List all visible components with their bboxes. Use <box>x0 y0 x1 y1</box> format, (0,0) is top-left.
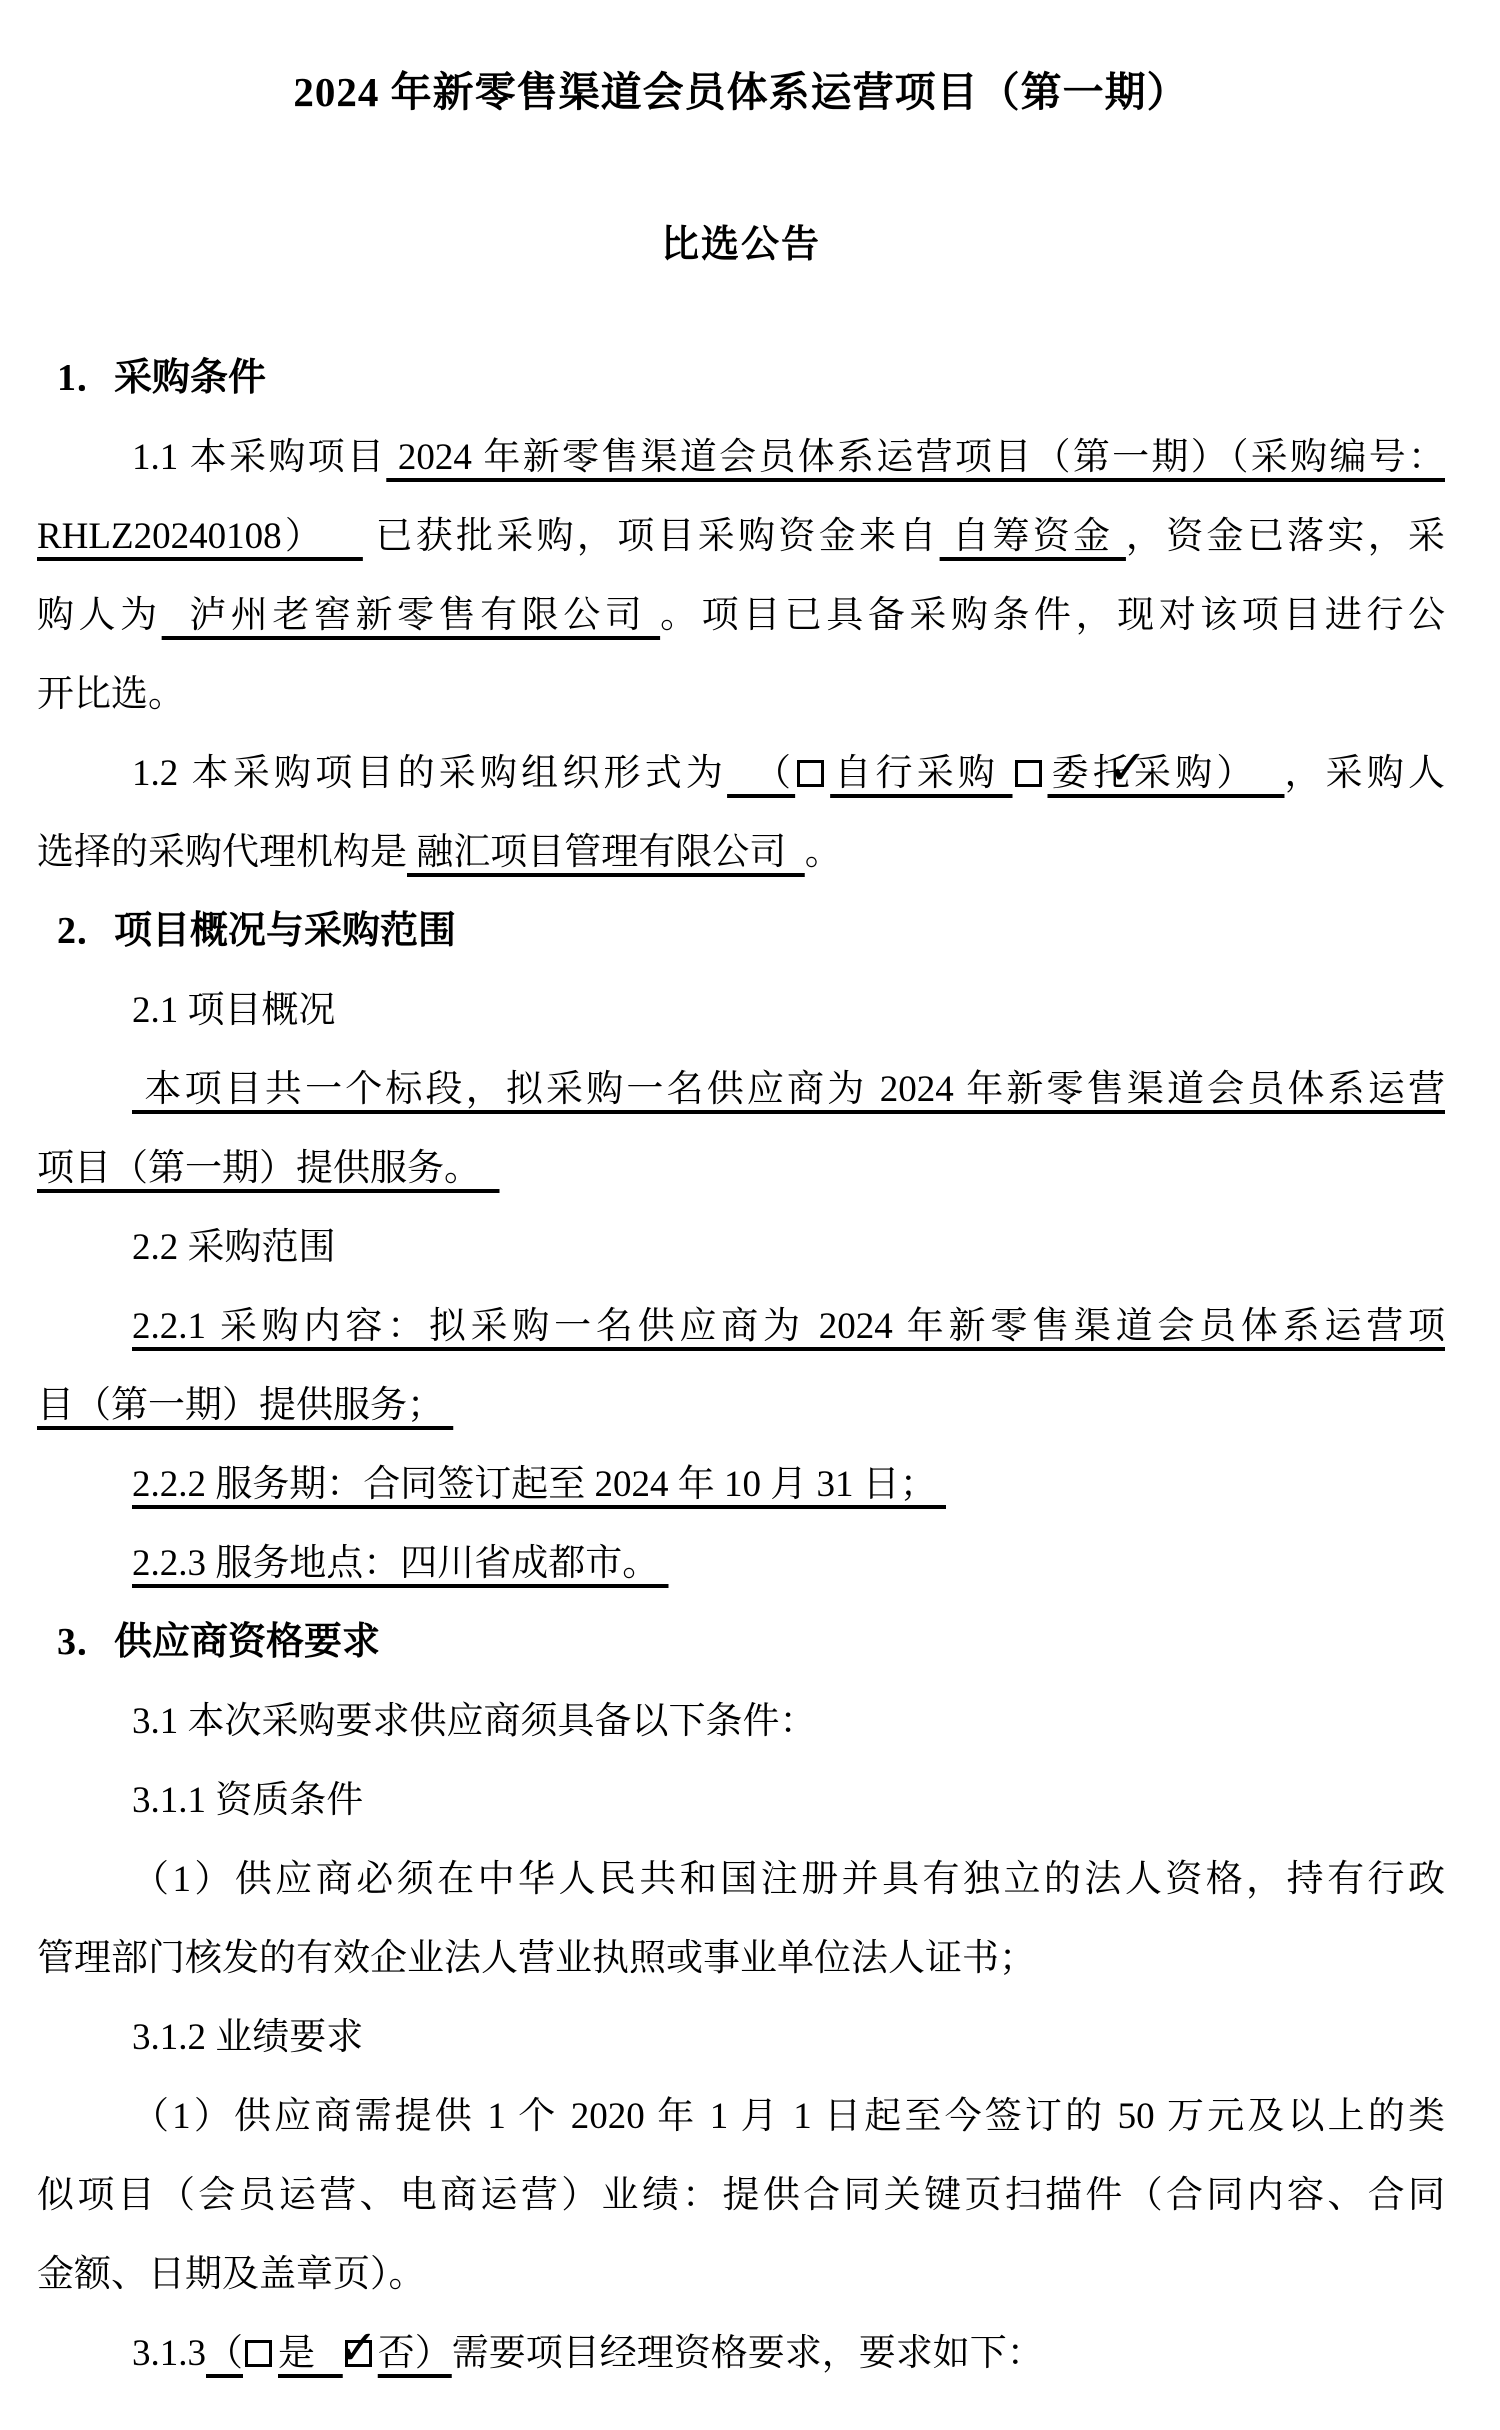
text-line <box>37 734 1445 813</box>
text-line <box>37 1761 1445 1840</box>
text: 管理部门核发的有效企业法人营业执照或事业单位法人证书； <box>37 1938 1036 1979</box>
text-line <box>37 1682 1445 1761</box>
underlined-text: 否） <box>377 2333 452 2374</box>
text: 金额、日期及盖章页）。 <box>37 2254 426 2295</box>
text-line <box>37 1287 1445 1366</box>
underlined-text: 泸州老窖新零售有限公司 <box>161 595 661 636</box>
text-line <box>37 1366 1445 1445</box>
section-heading-3 <box>57 1603 1445 1682</box>
text: 需要项目经理资格要求，要求如下： <box>451 2333 1044 2374</box>
underlined-text: 自筹资金 <box>939 516 1126 557</box>
clause-3-1-1-title <box>37 1761 1445 1840</box>
checkbox-checked-icon <box>1015 760 1042 787</box>
underlined-text: 项目（第一期）提供服务。 <box>37 1148 500 1189</box>
clause-3-1-2-item-1 <box>37 2077 1445 2314</box>
clause-3-1 <box>37 1682 1445 1761</box>
clause-1-1 <box>37 418 1445 734</box>
text: 。项目已具备采购条件，现对该项目进行公 <box>660 595 1446 636</box>
underlined-text: 本项目共一个标段，拟采购一名供应商为 2024 年新零售渠道会员体系运营 <box>132 1069 1445 1110</box>
clause-2-2-title <box>37 1208 1445 1287</box>
text-line <box>37 1998 1445 2077</box>
underlined-text: 目（第一期）提供服务； <box>37 1385 454 1426</box>
text-line <box>57 892 1445 971</box>
clause-2-1-body <box>37 1050 1445 1208</box>
underlined-text: （ <box>206 2333 243 2374</box>
clause-2-2-1 <box>37 1287 1445 1445</box>
text: 似项目（会员运营、电商运营）业绩：提供合同关键页扫描件（合同内容、合同 <box>37 2175 1445 2216</box>
text-line <box>37 418 1445 497</box>
text: 购人为 <box>37 595 162 636</box>
text-line <box>37 1129 1445 1208</box>
text: （1）供应商必须在中华人民共和国注册并具有独立的法人资格，持有行政 <box>132 1859 1445 1900</box>
text: 2.1 项目概况 <box>132 990 336 1031</box>
text-line <box>37 1524 1445 1603</box>
text: 3.1.3 <box>132 2333 206 2374</box>
underlined-text: 自行采购 <box>830 753 1013 794</box>
document-subtitle: 比选公告 <box>660 224 821 266</box>
text-line <box>37 813 1445 892</box>
underlined-text: 委托采购） <box>1047 753 1285 794</box>
text: 1.2 本采购项目的采购组织形式为 <box>132 753 728 794</box>
clause-3-1-1-item-1 <box>37 1840 1445 1998</box>
text: （1）供应商需提供 1 个 2020 年 1 月 1 日起至今签订的 50 万元及以上的类 <box>132 2096 1445 2137</box>
underlined-text: 融汇项目管理有限公司 <box>407 832 805 873</box>
text: 选择的采购代理机构是 <box>37 832 407 873</box>
text: 3.1 本次采购要求供应商须具备以下条件： <box>132 1701 817 1742</box>
clause-3-1-3 <box>37 2314 1445 2393</box>
text-line <box>37 497 1445 576</box>
text-line <box>37 2077 1445 2156</box>
checkbox-empty-icon <box>797 760 824 787</box>
text-line <box>57 1603 1445 1682</box>
clause-1-2 <box>37 734 1445 892</box>
text: 开比选。 <box>37 674 185 715</box>
text: ，资金已落实，采 <box>1125 516 1446 557</box>
text-line <box>37 2235 1445 2314</box>
text-line <box>57 339 1445 418</box>
underlined-text: （ <box>727 753 796 794</box>
text-line <box>37 576 1445 655</box>
underlined-text: 2.2.1 采购内容：拟采购一名供应商为 2024 年新零售渠道会员体系运营项 <box>132 1306 1445 1347</box>
text-line <box>37 1050 1445 1129</box>
text: 1．采购条件 <box>57 357 267 399</box>
underlined-text: 2.2.3 服务地点：四川省成都市。 <box>132 1543 669 1584</box>
text: 1.1 本采购项目 <box>132 437 387 478</box>
section-heading-2 <box>57 892 1445 971</box>
underlined-text: 2.2.2 服务期：合同签订起至 2024 年 10 月 31 日； <box>132 1464 946 1505</box>
underlined-text: 是 <box>278 2333 343 2374</box>
checkbox-empty-icon <box>345 2340 372 2367</box>
document-body <box>37 339 1445 2393</box>
text: 3.1.2 业绩要求 <box>132 2017 364 2058</box>
text-line <box>37 1919 1445 1998</box>
text: 2.2 采购范围 <box>132 1227 336 1268</box>
document-title: 2024 年新零售渠道会员体系运营项目（第一期） <box>293 69 1189 115</box>
text-line <box>37 655 1445 734</box>
text-line <box>37 2156 1445 2235</box>
text-line <box>37 1840 1445 1919</box>
clause-2-1-title <box>37 971 1445 1050</box>
text: 3．供应商资格要求 <box>57 1621 381 1663</box>
underlined-text: 2024 年新零售渠道会员体系运营项目（第一期）（采购编号： <box>386 437 1445 478</box>
text-line <box>37 1208 1445 1287</box>
clause-3-1-2-title <box>37 1998 1445 2077</box>
clause-2-2-2 <box>37 1445 1445 1524</box>
text: 2．项目概况与采购范围 <box>57 910 457 952</box>
text: 。 <box>804 832 842 873</box>
text-line <box>37 971 1445 1050</box>
text-line <box>37 2314 1445 2393</box>
checkbox-checked-icon <box>245 2340 272 2367</box>
text: 已获批采购，项目采购资金来自 <box>362 516 940 557</box>
text: 3.1.1 资质条件 <box>132 1780 364 1821</box>
text: ，采购人 <box>1284 753 1446 794</box>
text-line <box>37 1445 1445 1524</box>
clause-2-2-3 <box>37 1524 1445 1603</box>
section-heading-1 <box>57 339 1445 418</box>
underlined-text: RHLZ20240108） <box>37 516 363 557</box>
